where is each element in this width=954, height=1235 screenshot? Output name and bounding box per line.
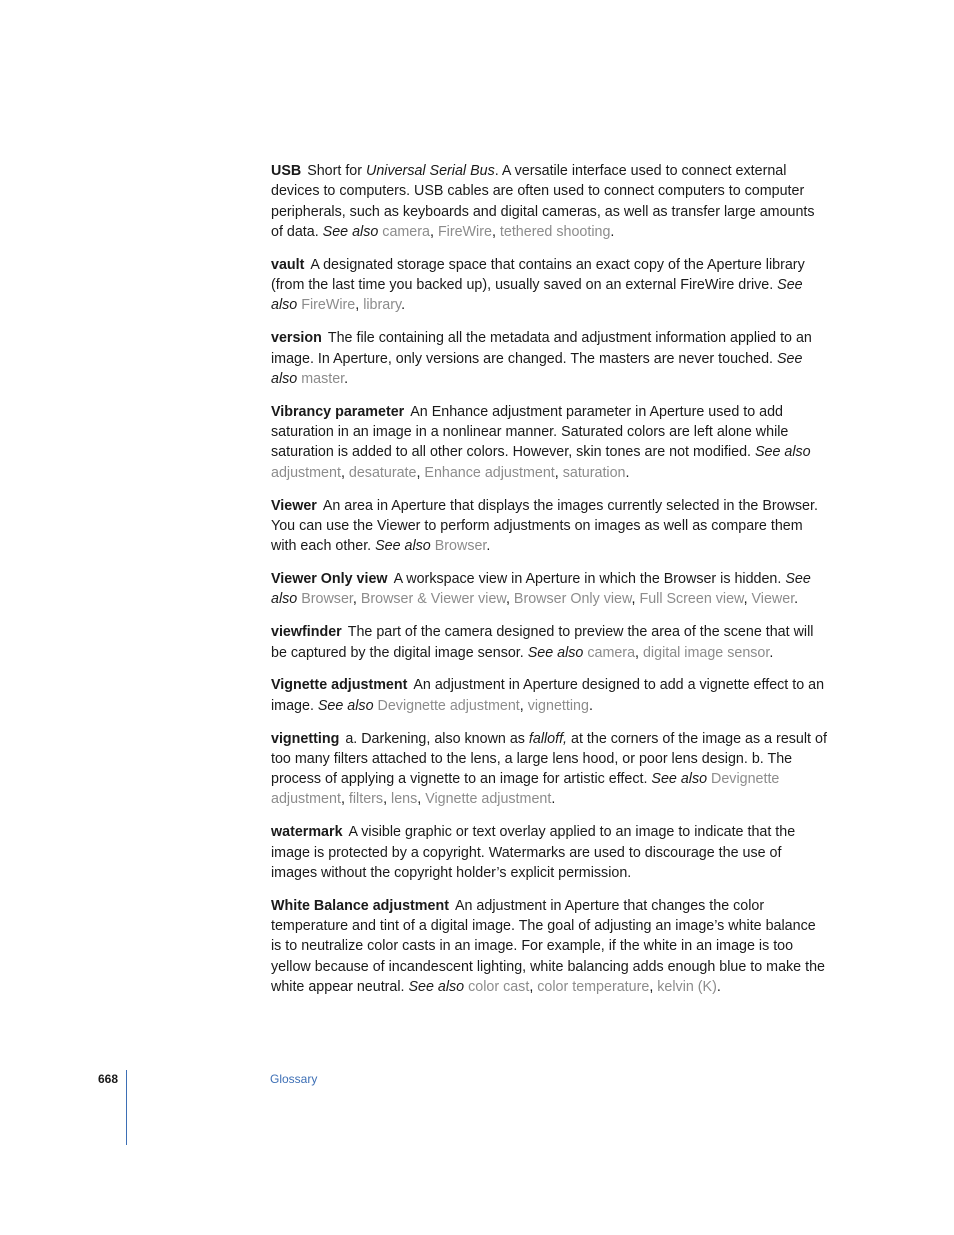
definition-text: , (429, 223, 438, 240)
definition-text: , (340, 464, 349, 481)
glossary-entry (271, 255, 827, 316)
definition-text: , (529, 979, 538, 996)
definition-text: , (352, 591, 361, 608)
definition-text: An Enhance adjustment parameter in Aperture used to add saturation in an image in a nonlinear manner. Saturated colors are left alone while saturation is added to all other colors. However, skin tones are not modified. (271, 403, 789, 461)
italic-text: See also (322, 223, 379, 240)
definition-text: , (743, 591, 752, 608)
definition-text: . (401, 297, 406, 314)
definition-text: , (491, 223, 500, 240)
glossary-entry (271, 896, 827, 997)
definition-text: , (635, 644, 643, 661)
see-also-link[interactable]: library (363, 297, 402, 314)
definition-text: A workspace view in Aperture in which the Browser is hidden. (393, 571, 786, 588)
footer-divider (126, 1070, 127, 1145)
definition-text: The file containing all the metadata and adjustment information applied to an image. In Aperture, only versions are changed. The masters are never touched. (271, 330, 812, 367)
definition-text: . (769, 644, 774, 661)
definition-text: An adjustment in Aperture designed to add a vignette effect to an image. (271, 677, 825, 714)
definition-text: . (486, 538, 491, 555)
definition-text: An area in Aperture that displays the images currently selected in the Browser. You can use the Viewer to perform adjustments on images as well as compare them with each other. (271, 497, 818, 555)
italic-text: See also (271, 571, 811, 608)
italic-text: See also (271, 277, 803, 314)
definition-text: , (383, 791, 392, 808)
definition-text: . (716, 979, 721, 996)
definition-text: . (794, 591, 799, 608)
glossary-term: version (271, 330, 322, 347)
see-also-link[interactable]: Enhance adjustment (424, 464, 555, 481)
definition-text: An adjustment in Aperture that changes the color temperature and tint of a digital image. The goal of adjusting an image’s white balance is to neutralize color casts in an image. For example, if the white in an image is too yellow because of incandescent lighting, white balancing adds enough blue to make the white appear neutral. (271, 897, 825, 996)
italic-text: See also (375, 538, 431, 555)
see-also-link[interactable]: adjustment (271, 464, 341, 481)
see-also-link[interactable]: saturation (562, 464, 626, 481)
definition-text: The part of the camera designed to preview the area of the scene that will be captured by the digital image sensor. (271, 624, 814, 661)
glossary-entry (271, 675, 827, 716)
see-also-link[interactable]: FireWire (437, 223, 492, 240)
definition-text: , (505, 591, 514, 608)
italic-text: See also (317, 697, 374, 714)
glossary-entries (271, 161, 827, 1010)
see-also-link[interactable]: color cast (468, 979, 530, 996)
definition-text: , (417, 791, 426, 808)
definition-text: . A versatile interface used to connect external devices to computers. USB cables are often used to connect computers to computer peripherals, such as keyboards and digital cameras, as well as transfer large amounts of data. (271, 163, 815, 240)
definition-text: , (340, 791, 349, 808)
see-also-link[interactable]: FireWire (301, 297, 356, 314)
italic-text: See also (527, 644, 584, 661)
glossary-term: White Balance adjustment (271, 897, 449, 914)
definition-text: , (519, 697, 528, 714)
see-also-link[interactable]: Vignette adjustment (425, 791, 552, 808)
see-also-link[interactable]: Devignette adjustment (271, 771, 780, 808)
glossary-term: USB (271, 163, 302, 179)
definition-text: A designated storage space that contains an exact copy of the Aperture library (from the last time you backed up), usually saved on an external FireWire drive. (271, 256, 805, 294)
glossary-entry (271, 496, 827, 557)
italic-text: See also (271, 350, 803, 387)
glossary-entry (271, 622, 827, 663)
see-also-link[interactable]: vignetting (527, 697, 589, 714)
glossary-entry (271, 729, 827, 810)
see-also-link[interactable]: color temperature (537, 979, 650, 996)
definition-text: , (355, 297, 364, 314)
see-also-link[interactable]: Browser Only view (513, 591, 632, 608)
see-also-link[interactable]: lens (391, 791, 418, 808)
see-also-link[interactable]: Viewer (751, 591, 795, 608)
see-also-link[interactable]: Browser (434, 538, 487, 555)
definition-text: , (631, 591, 640, 608)
definition-text: . (551, 791, 556, 808)
definition-text: , (649, 979, 658, 996)
definition-text: , (416, 464, 425, 481)
see-also-link[interactable]: master (301, 370, 345, 387)
glossary-term: watermark (271, 824, 343, 841)
see-also-link[interactable]: kelvin (K) (657, 979, 717, 996)
glossary-entry (271, 161, 827, 242)
glossary-term: vault (271, 256, 305, 273)
definition-text: . (625, 464, 630, 481)
definition-text: a. Darkening, also known as (345, 730, 529, 747)
see-also-link[interactable]: Browser (301, 591, 353, 608)
section-title[interactable]: Glossary (270, 1072, 318, 1086)
glossary-term: viewfinder (271, 624, 342, 641)
definition-text: . (344, 370, 349, 387)
glossary-entry (271, 328, 827, 389)
see-also-link[interactable]: Devignette adjustment (377, 697, 520, 714)
definition-text: A visible graphic or text overlay applied to an image to indicate that the image is protected by a copyright. Watermarks are used to discourage the use of images without the copyright holder’s explicit permission. (271, 824, 796, 881)
see-also-link[interactable]: digital image sensor (642, 644, 770, 661)
italic-text: falloff, (528, 730, 568, 747)
definition-text: Short for (307, 163, 366, 179)
glossary-term: Vignette adjustment (271, 677, 408, 694)
definition-text: . (610, 223, 615, 240)
italic-text: See also (408, 979, 465, 996)
glossary-entry (271, 822, 827, 883)
see-also-link[interactable]: desaturate (348, 464, 417, 481)
definition-text: . (588, 697, 593, 714)
glossary-term: Viewer Only view (271, 571, 388, 588)
glossary-term: Viewer (271, 497, 317, 514)
glossary-entry (271, 402, 827, 483)
italic-text: See also (651, 771, 708, 788)
see-also-link[interactable]: Full Screen view (639, 591, 744, 608)
glossary-entry (271, 569, 827, 610)
italic-text: Universal Serial Bus (366, 163, 495, 179)
see-also-link[interactable]: tethered shooting (499, 223, 611, 240)
definition-text: , (554, 464, 563, 481)
see-also-link[interactable]: Browser & Viewer view (360, 591, 506, 608)
glossary-term: vignetting (271, 730, 340, 747)
definition-text: at the corners of the image as a result of too many filters attached to the lens, a large lens hood, or poor lens design. b. The process of applying a vignette to an image for artistic effect. (271, 730, 827, 788)
see-also-link[interactable]: camera (382, 223, 430, 240)
page-number: 668 (98, 1072, 119, 1086)
glossary-term: Vibrancy parameter (271, 403, 405, 420)
italic-text: See also (754, 444, 811, 461)
see-also-link[interactable]: camera (587, 644, 636, 661)
see-also-link[interactable]: filters (348, 791, 384, 808)
